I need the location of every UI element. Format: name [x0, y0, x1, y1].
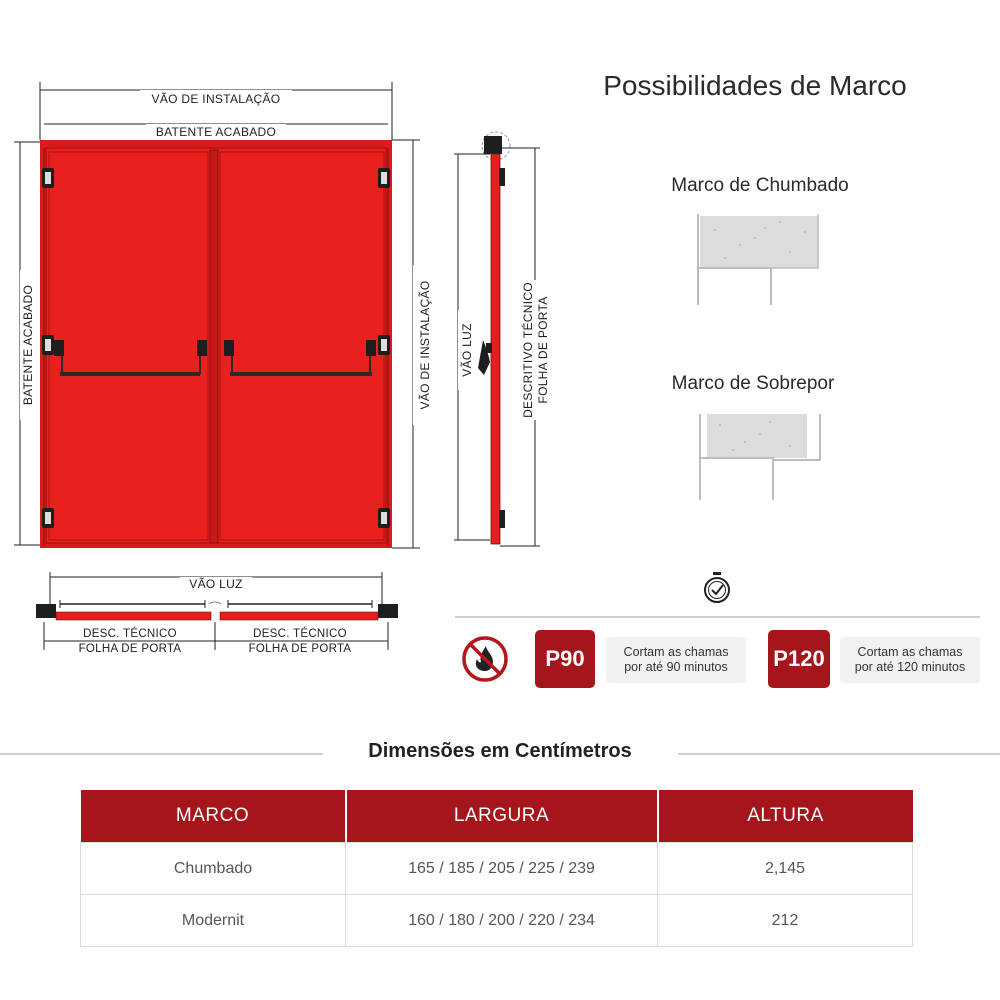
dim-batente-acabado-top [44, 124, 388, 140]
label-vao-instalacao-top: VÃO DE INSTALAÇÃO [151, 92, 281, 106]
rating-desc-p120 [840, 637, 980, 683]
dimensions-divider-right [678, 753, 1000, 755]
frame-sobrepor-diagram [695, 410, 825, 505]
table-row [81, 895, 913, 947]
cell-altura: 2,145 [658, 843, 913, 895]
rating-desc-p90 [606, 637, 746, 683]
dim-batente-acabado-left [14, 142, 42, 545]
cell-altura: 212 [658, 895, 913, 947]
frames-title: Possibilidades de Marco [603, 70, 907, 101]
rating-desc-p90-line2: por até 90 minutos [624, 660, 728, 674]
double-door-elevation [40, 140, 392, 548]
rating-desc-p120-line1: Cortam as chamas [857, 645, 963, 659]
cell-largura: 165 / 185 / 205 / 225 / 239 [346, 843, 658, 895]
column-header-altura: ALTURA [658, 790, 913, 843]
door-side-section [478, 132, 510, 544]
label-batente-acabado-top: BATENTE ACABADO [155, 125, 277, 139]
label-desc-left-line1: DESC. TÉCNICO [83, 628, 177, 640]
technical-drawing [0, 0, 560, 680]
column-header-marco: MARCO [81, 790, 346, 843]
label-batente-acabado-left: BATENTE ACABADO [21, 284, 35, 406]
dim-vao-instalacao-right [392, 140, 432, 548]
stopwatch-icon [700, 570, 734, 606]
rating-badge-p90: P90 [535, 630, 595, 688]
rating-badge-p120: P120 [768, 630, 830, 688]
ratings-divider [455, 616, 980, 618]
dimensions-title: Dimensões em Centímetros [368, 740, 632, 762]
frame-option-label-sobrepor: Marco de Sobrepor [671, 373, 835, 394]
door-plan-view [36, 572, 398, 655]
cell-marco: Chumbado [81, 843, 346, 895]
table-header-row [81, 790, 913, 843]
label-descritivo-line1: DESCRITIVO TÉCNICO [521, 282, 535, 418]
label-vao-instalacao-right: VÃO DE INSTALAÇÃO [418, 280, 432, 410]
label-desc-right-line2: FOLHA DE PORTA [248, 643, 352, 655]
dimensions-table [80, 790, 913, 947]
frame-option-label-chumbado: Marco de Chumbado [671, 175, 849, 196]
no-fire-icon [460, 634, 510, 684]
label-vao-luz-plan: VÃO LUZ [189, 577, 243, 591]
label-desc-right-line1: DESC. TÉCNICO [253, 628, 347, 640]
dimensions-divider-left [0, 753, 323, 755]
label-desc-left-line2: FOLHA DE PORTA [78, 643, 182, 655]
cell-marco: Modernit [81, 895, 346, 947]
label-vao-luz-side: VÃO LUZ [460, 323, 474, 377]
column-header-largura: LARGURA [346, 790, 658, 843]
cell-largura: 160 / 180 / 200 / 220 / 234 [346, 895, 658, 947]
label-descritivo-line2: FOLHA DE PORTA [536, 296, 550, 404]
rating-desc-p120-line2: por até 120 minutos [854, 660, 966, 674]
table-row [81, 843, 913, 895]
dim-descritivo-side [500, 148, 552, 546]
frame-chumbado-diagram [695, 210, 825, 310]
rating-desc-p90-line1: Cortam as chamas [623, 645, 729, 659]
